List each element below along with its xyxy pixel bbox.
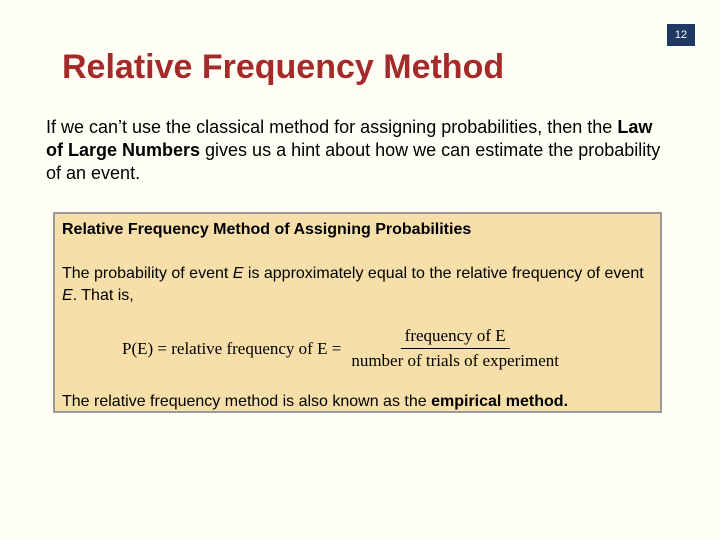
definition-text-part2: is approximately equal to the relative frequency of event xyxy=(243,265,644,282)
event-e-symbol: E xyxy=(232,265,244,282)
definition-text xyxy=(62,263,657,307)
formula-denominator: number of trials of experiment xyxy=(351,351,560,370)
footer-text: The relative frequency method is also known as the xyxy=(62,393,432,410)
definition-text-part1: The probability of event xyxy=(62,265,233,282)
intro-paragraph xyxy=(46,116,666,185)
formula-numerator: frequency of E xyxy=(401,326,510,349)
intro-text-end: gives us a hint about how we can estimate the probability of an event. xyxy=(46,140,661,183)
formula-fraction xyxy=(347,326,563,371)
definition-footer xyxy=(62,393,568,411)
definition-box xyxy=(53,212,662,413)
law-of-large-numbers-term: Law of Large Numbers xyxy=(46,117,653,160)
slide-title: Relative Frequency Method xyxy=(62,48,505,86)
empirical-method-term: empirical method. xyxy=(431,393,569,410)
probability-formula xyxy=(122,326,563,371)
definition-text-part3: . That is, xyxy=(72,287,134,304)
page-number-badge: 12 xyxy=(667,24,695,46)
intro-text-start: If we can’t use the classical method for assigning probabilities, then the xyxy=(46,117,618,137)
event-e-symbol-2: E xyxy=(62,287,73,304)
definition-heading: Relative Frequency Method of Assigning Probabilities xyxy=(62,221,472,238)
formula-lhs: P(E) = relative frequency of E = xyxy=(122,338,342,358)
